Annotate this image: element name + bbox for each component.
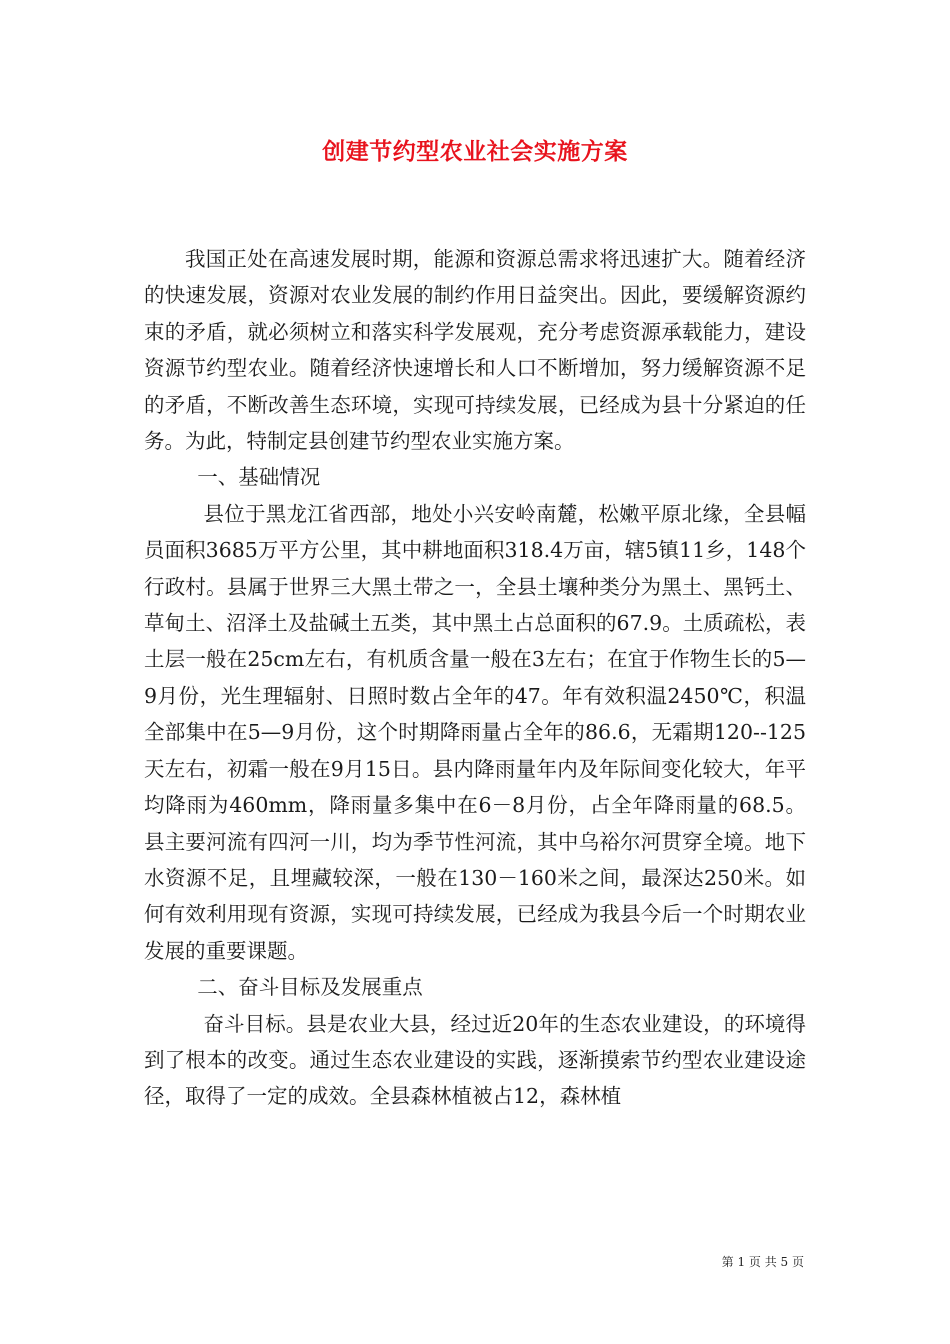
section-heading-goals: 二、奋斗目标及发展重点	[197, 975, 423, 1000]
goals-paragraph: 奋斗目标。县是农业大县，经过近20年的生态农业建设，的环境得到了根本的改变。通过生态农业建设的实践，逐渐摸索节约型农业建设途径，取得了一定的成效。全县森林植被占12，森林植	[144, 1011, 806, 1109]
basic-situation-paragraph: 县位于黑龙江省西部，地处小兴安岭南麓，松嫩平原北缘，全县幅员面积3685万平方公里，其中耕地面积318.4万亩，辖5镇11乡，148个行政村。县属于世界三大黑土带之一，全县土壤种类分为黑土、黑钙土、草甸土、沼泽土及盐碱土五类，其中黑土占总面积的67.9。土质疏松，表土层一般在25cm左右，有机质含量一般在3左右；在宜于作物生长的5—9月份，光生理辐射、日照时数占全年的47。年有效积温2450℃，积温全部集中在5—9月份，这个时期降雨量占全年的86.6，无霜期120--125天左右，初霜一般在9月15日。县内降雨量年内及年际间变化较大，年平均降雨为460mm，降雨量多集中在6－8月份，占全年降雨量的68.5。县主要河流有四河一川，均为季节性河流，其中乌裕尔河贯穿全境。地下水资源不足，且埋藏较深，一般在130－160米之间，最深达250米。如何有效利用现有资源，实现可持续发展，已经成为我县今后一个时期农业发展的重要课题。	[144, 501, 806, 963]
page-number: 第 1 页 共 5 页	[721, 1255, 804, 1269]
section-heading-basic: 一、基础情况	[197, 465, 321, 490]
document-title: 创建节约型农业社会实施方案	[322, 138, 628, 165]
intro-paragraph: 我国正处在高速发展时期，能源和资源总需求将迅速扩大。随着经济的快速发展，资源对农业发展的制约作用日益突出。因此，要缓解资源约束的矛盾，就必须树立和落实科学发展观，充分考虑资源承载能力，建设资源节约型农业。随着经济快速增长和人口不断增加，努力缓解资源不足的矛盾，不断改善生态环境，实现可持续发展，已经成为县十分紧迫的任务。为此，特制定县创建节约型农业实施方案。	[144, 247, 806, 454]
document-body	[144, 241, 806, 1115]
